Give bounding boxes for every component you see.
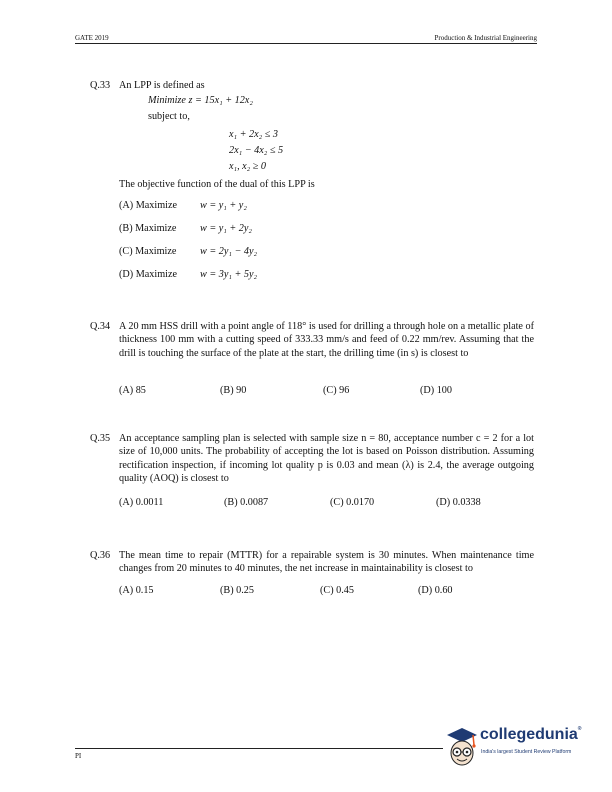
- option-a: (A) 85: [119, 385, 146, 396]
- option-b: (B) 90: [220, 385, 247, 396]
- option-d: (D) 100: [420, 385, 452, 396]
- option-d-expr: w = 3y₁ + 5y₂: [200, 269, 258, 280]
- option-a: (A) 0.0011: [119, 497, 164, 508]
- option-b: (B) 0.0087: [224, 497, 269, 508]
- subject-to-label: subject to,: [148, 111, 190, 122]
- collegedunia-logo: [443, 723, 593, 773]
- brand-tagline: India's largest Student Review Platform: [481, 749, 572, 755]
- constraint: x₁, x₂ ≥ 0: [229, 161, 266, 172]
- question-text: The mean time to repair (MTTR) for a repairable system is 30 minutes. When maintenance time changes from 20 minutes to 40 minutes, the net increase in maintainability is closest to: [119, 550, 534, 575]
- question-number: Q.33: [90, 80, 111, 91]
- option-b-expr: w = y₁ + 2y₂: [200, 223, 252, 234]
- mascot-icon: [443, 723, 481, 773]
- option-c: (C) 0.45: [320, 585, 354, 596]
- header-subject: Production & Industrial Engineering: [434, 34, 537, 42]
- objective-function: Minimize z = 15x₁ + 12x₂: [148, 95, 253, 106]
- option-a: (A) 0.15: [119, 585, 154, 596]
- option-d-label: (D) Maximize: [119, 269, 177, 280]
- question-text: A 20 mm HSS drill with a point angle of 118° is used for drilling a through hole on a metallic plate of thickness 100 mm with a cutting speed of 333.33 mm/s and feed of 0.22 mm/rev. Assuming that the drill is touching the surface of the plate at the start, the drilling time (in s) is closest to: [119, 321, 534, 359]
- option-b: (B) 0.25: [220, 585, 254, 596]
- option-c: (C) 96: [323, 385, 350, 396]
- option-c-label: (C) Maximize: [119, 246, 177, 257]
- constraint: x₁ + 2x₂ ≤ 3: [229, 129, 278, 140]
- question-number: Q.35: [90, 433, 111, 444]
- question-text: The objective function of the dual of this LPP is: [119, 179, 315, 190]
- footer-code: PI: [75, 752, 82, 760]
- brand-text: collegedunia: [480, 726, 578, 743]
- option-d: (D) 0.60: [418, 585, 453, 596]
- constraint: 2x₁ − 4x₂ ≤ 5: [229, 145, 284, 156]
- registered-mark: ®: [577, 726, 582, 732]
- option-c-expr: w = 2y₁ − 4y₂: [200, 246, 258, 257]
- option-a-expr: w = y₁ + y₂: [200, 200, 247, 211]
- option-d: (D) 0.0338: [436, 497, 481, 508]
- question-number: Q.36: [90, 550, 111, 561]
- question-number: Q.34: [90, 321, 111, 332]
- brand-name: [480, 726, 581, 744]
- header-divider: [75, 43, 537, 44]
- option-a-label: (A) Maximize: [119, 200, 177, 211]
- footer-divider: [75, 748, 443, 749]
- question-text: An acceptance sampling plan is selected with sample size n = 80, acceptance number c = 2 for a lot size of 10,000 units. The probability of accepting the lot is based on Poisson distribution. Assuming rectification inspection, if incoming lot quality p is 0.03 and mean (λ) is 2.4, the average outgoing quality (AOQ) is closest to: [119, 433, 534, 485]
- option-c: (C) 0.0170: [330, 497, 375, 508]
- question-intro: An LPP is defined as: [119, 80, 205, 91]
- header-exam-title: GATE 2019: [75, 34, 109, 42]
- option-b-label: (B) Maximize: [119, 223, 177, 234]
